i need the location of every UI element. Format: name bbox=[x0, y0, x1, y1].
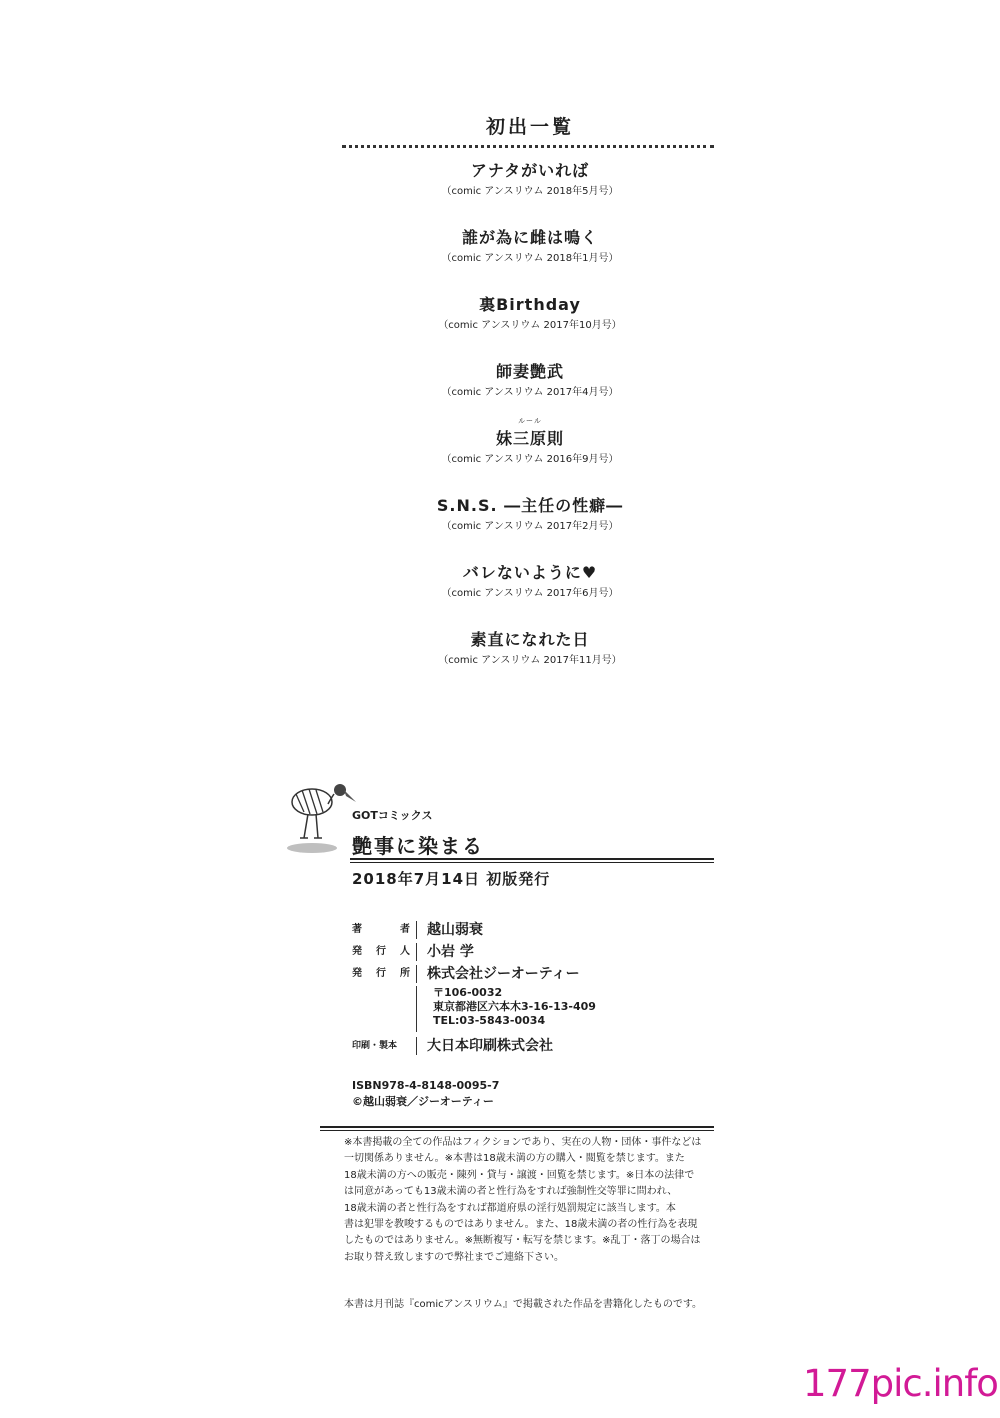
notice-line: ※本書掲載の全ての作品はフィクションであり、実在の人物・団体・事件などは bbox=[344, 1137, 702, 1148]
address-spacer bbox=[352, 986, 417, 1032]
notice-line: 18歳未満の方への販売・陳列・貸与・譲渡・回覧を禁じます。※日本の法律で bbox=[344, 1169, 695, 1181]
first-appearance-list bbox=[340, 160, 720, 696]
telephone: TEL:03-5843-0034 bbox=[433, 1014, 546, 1027]
credit-value: 越山弱衰 bbox=[427, 922, 483, 938]
logo-shadow bbox=[287, 843, 337, 853]
entry-title: 誰が為に雌は鳴く bbox=[461, 228, 598, 247]
watermark: 177pic.info bbox=[803, 1362, 998, 1405]
entry-source: （comic アンスリウム 2017年6月号） bbox=[441, 588, 619, 599]
credit-row-author bbox=[352, 920, 714, 942]
notice-line: お取り替え致しますので弊社までご連絡下さい。 bbox=[344, 1251, 564, 1263]
entry-title: 師妻艶武 bbox=[495, 362, 564, 381]
entry-ruby: ルール bbox=[518, 417, 542, 425]
notice-line: は同意があっても13歳未満の者と性行為をすれば強制性交等罪に問われ、 bbox=[344, 1186, 678, 1198]
credit-label: 印刷・製本 bbox=[352, 1037, 417, 1055]
entry-title: アナタがいれば bbox=[470, 161, 590, 180]
entry-title: 素直になれた日 bbox=[470, 630, 590, 649]
notice-line: したものではありません。※無断複写・転写を禁じます。※乱丁・落丁の場合は bbox=[344, 1235, 701, 1247]
copyright: ©越山弱衰／ジーオーティー bbox=[352, 1095, 494, 1108]
credit-value: 小岩 学 bbox=[427, 944, 474, 960]
credit-row-publisher-person bbox=[352, 942, 714, 964]
notice-rule bbox=[320, 1130, 714, 1131]
title-rule bbox=[350, 862, 714, 863]
credit-label: 発行人 bbox=[352, 943, 417, 961]
notice-rule bbox=[320, 1126, 714, 1128]
publication-date: 2018年7月14日 初版発行 bbox=[352, 870, 551, 888]
entry-source: （comic アンスリウム 2018年5月号） bbox=[441, 186, 619, 197]
credit-label: 発行所 bbox=[352, 965, 417, 983]
entry-title: S.N.S. ―主任の性癖― bbox=[436, 496, 624, 515]
dotted-divider bbox=[342, 145, 714, 148]
title-rule bbox=[350, 858, 714, 860]
notice-line: 一切関係ありません。※本書は18歳未満の方の購入・閲覧を禁じます。また bbox=[344, 1153, 685, 1165]
imprint-label: GOTコミックス bbox=[352, 809, 433, 822]
notice-line: 書は犯罪を教唆するものではありません。また、18歳未満の者の性行為を表現 bbox=[344, 1219, 698, 1231]
entry-title: 裏Birthday bbox=[479, 295, 581, 314]
list-item bbox=[340, 629, 720, 696]
credit-row-printer bbox=[352, 1036, 714, 1058]
credit-label: 著 者 bbox=[352, 921, 417, 939]
postal-code: 〒106-0032 bbox=[433, 986, 503, 999]
entry-source: （comic アンスリウム 2017年4月号） bbox=[441, 387, 619, 398]
list-item bbox=[340, 417, 720, 495]
entry-source: （comic アンスリウム 2017年11月号） bbox=[438, 655, 622, 666]
bird-logo-icon bbox=[278, 776, 358, 848]
entry-source: （comic アンスリウム 2018年1月号） bbox=[441, 253, 619, 264]
address: 東京都港区六本木3-16-13-409 bbox=[433, 1000, 596, 1013]
entry-source: （comic アンスリウム 2016年9月号） bbox=[441, 454, 619, 465]
credit-value: 大日本印刷株式会社 bbox=[427, 1038, 553, 1054]
list-title: 初出一覧 bbox=[485, 116, 574, 138]
notice-line: 18歳未満の者と性行為をすれば都道府県の淫行処罰規定に該当します。本 bbox=[344, 1202, 676, 1214]
credit-row-publisher bbox=[352, 964, 714, 986]
entry-source: （comic アンスリウム 2017年10月号） bbox=[438, 320, 622, 331]
list-item bbox=[340, 562, 720, 629]
address-block bbox=[352, 986, 714, 1032]
list-item bbox=[340, 294, 720, 361]
legal-notice bbox=[344, 1135, 716, 1266]
book-title: 艶事に染まる bbox=[352, 834, 484, 858]
list-item bbox=[340, 495, 720, 562]
notice-footer: 本書は月刊誌『comicアンスリウム』で掲載された作品を書籍化したものです。 bbox=[344, 1299, 703, 1310]
entry-source: （comic アンスリウム 2017年2月号） bbox=[441, 521, 619, 532]
entry-title: バレないように♥ bbox=[462, 563, 598, 582]
isbn: ISBN978-4-8148-0095-7 bbox=[352, 1079, 500, 1092]
list-item bbox=[340, 227, 720, 294]
credits-block bbox=[352, 920, 714, 1058]
list-item bbox=[340, 160, 720, 227]
credit-value: 株式会社ジーオーティー bbox=[427, 966, 580, 982]
entry-title: 妹三原則 bbox=[495, 429, 564, 448]
